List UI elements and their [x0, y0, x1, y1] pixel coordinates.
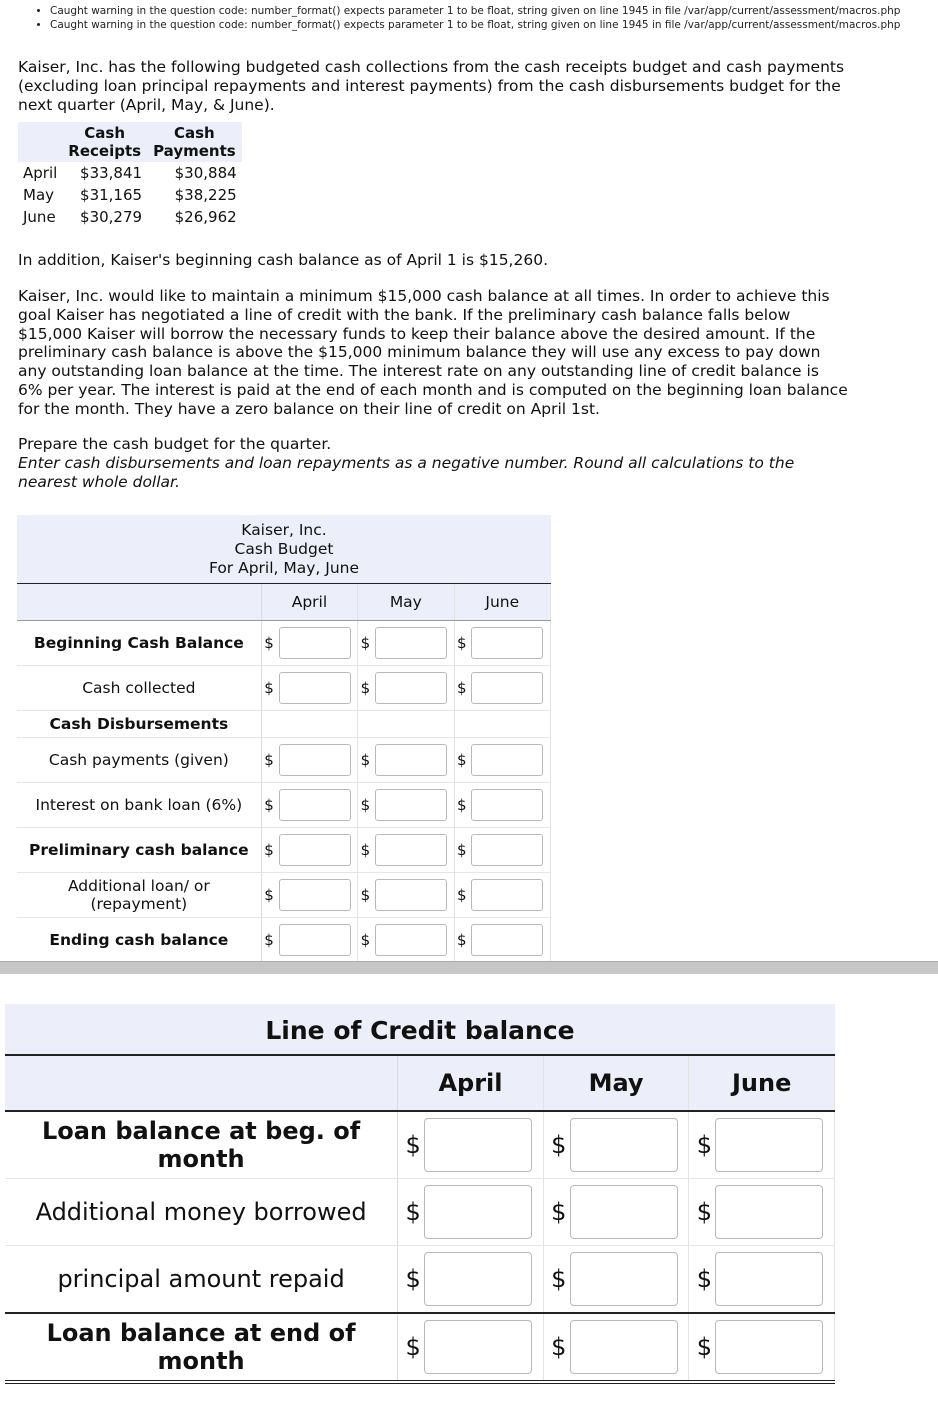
receipts-value: $31,165 — [80, 186, 143, 204]
column-header-june: June — [689, 1056, 835, 1111]
dollar-sign: $ — [551, 1333, 567, 1361]
interest-row — [17, 783, 551, 828]
row-label: Ending cash balance — [17, 918, 261, 964]
column-header-april: April — [398, 1056, 544, 1111]
row-label: Cash Disbursements — [17, 711, 261, 738]
warning-item: • Caught warning in the question code: number_format() expects parameter 1 to be float, string given on line 1945 in file /var/app/current/assessment/macros.php — [50, 4, 900, 18]
payments-value: $38,225 — [174, 186, 237, 204]
preliminary-april-input[interactable] — [279, 834, 351, 866]
dollar-sign: $ — [457, 931, 467, 949]
column-header-june: June — [454, 584, 550, 621]
month-label: April — [23, 164, 58, 182]
dollar-sign: $ — [457, 751, 467, 769]
cash-budget-table — [17, 515, 551, 965]
cash-payments-june-input[interactable] — [471, 744, 543, 776]
line-of-credit-title: Line of Credit balance — [5, 1004, 835, 1056]
loan-repaid-may-input[interactable] — [570, 1252, 678, 1306]
section-divider — [0, 961, 938, 974]
loan-repaid-april-input[interactable] — [424, 1252, 532, 1306]
dollar-sign: $ — [457, 796, 467, 814]
dollar-sign: $ — [696, 1131, 713, 1159]
warning-item: • Caught warning in the question code: number_format() expects parameter 1 to be float, string given on line 1945 in file /var/app/current/assessment/macros.php — [50, 18, 900, 32]
dollar-sign: $ — [457, 841, 467, 859]
preliminary-may-input[interactable] — [375, 834, 447, 866]
cash-collected-row — [17, 666, 551, 711]
dollar-sign: $ — [360, 886, 371, 904]
loan-beg-may-input[interactable] — [570, 1118, 678, 1172]
preliminary-june-input[interactable] — [471, 834, 543, 866]
additional-loan-june-input[interactable] — [471, 879, 543, 911]
additional-loan-may-input[interactable] — [375, 879, 447, 911]
ending-balance-may-input[interactable] — [375, 924, 447, 956]
month-label: May — [23, 186, 55, 204]
dollar-sign: $ — [264, 931, 274, 949]
loan-beg-june-input[interactable] — [715, 1118, 823, 1172]
dollar-sign: $ — [264, 751, 274, 769]
dollar-sign: $ — [264, 796, 274, 814]
loan-beg-april-input[interactable] — [424, 1118, 532, 1172]
budget-period: For April, May, June — [208, 559, 360, 577]
loan-borrowed-may-input[interactable] — [570, 1185, 678, 1239]
row-label: Loan balance at end of month — [5, 1313, 398, 1382]
dollar-sign: $ — [360, 751, 371, 769]
additional-loan-row — [17, 873, 551, 918]
dollar-sign: $ — [551, 1265, 567, 1293]
dollar-sign: $ — [264, 886, 274, 904]
beginning-balance-text: In addition, Kaiser's beginning cash balance as of April 1 is $15,260. — [18, 251, 548, 269]
ending-balance-row — [17, 918, 551, 964]
row-label: principal amount repaid — [5, 1246, 398, 1314]
loan-borrowed-row — [5, 1179, 835, 1246]
cash-disbursements-header-row — [17, 711, 551, 738]
dollar-sign: $ — [360, 931, 371, 949]
dollar-sign: $ — [457, 679, 467, 697]
dollar-sign: $ — [264, 679, 274, 697]
policy-text: Kaiser, Inc. would like to maintain a minimum $15,000 cash balance at all times. In order to achieve this goal Kaiser has negotiated a line of credit with the bank. If the preliminary cash balance falls below $15,000 Kaiser will borrow the necessary funds to keep their balance above the desired amount. If the preliminary cash balance is above the $15,000 minimum balance they will use any excess to pay down any outstanding loan balance at the time. The interest rate on any outstanding line of credit balance is 6% per year. The interest is paid at the end of each month and is computed on the beginning loan balance for the month. They have a zero balance on their line of credit on April 1st. — [18, 287, 848, 418]
column-header-april: April — [261, 584, 357, 621]
loan-end-row — [5, 1313, 835, 1382]
dollar-sign: $ — [457, 634, 467, 652]
beginning-cash-june-input[interactable] — [471, 627, 543, 659]
dollar-sign: $ — [405, 1131, 421, 1159]
interest-june-input[interactable] — [471, 789, 543, 821]
row-label: Cash payments (given) — [17, 738, 261, 783]
header-cash-payments: Cash Payments — [147, 122, 242, 162]
dollar-sign: $ — [696, 1333, 713, 1361]
cash-payments-may-input[interactable] — [375, 744, 447, 776]
loan-end-april-input[interactable] — [424, 1320, 532, 1374]
company-name: Kaiser, Inc. — [241, 521, 327, 539]
interest-april-input[interactable] — [279, 789, 351, 821]
additional-loan-april-input[interactable] — [279, 879, 351, 911]
cash-collected-may-input[interactable] — [375, 672, 447, 704]
row-label: Beginning Cash Balance — [17, 621, 261, 666]
month-label: June — [23, 208, 56, 226]
cash-collected-april-input[interactable] — [279, 672, 351, 704]
column-header-may: May — [543, 1056, 689, 1111]
interest-may-input[interactable] — [375, 789, 447, 821]
dollar-sign: $ — [360, 634, 371, 652]
line-of-credit-table — [5, 1004, 835, 1384]
cash-budget-header — [17, 515, 551, 584]
loan-repaid-june-input[interactable] — [715, 1252, 823, 1306]
dollar-sign: $ — [264, 634, 274, 652]
cash-payments-april-input[interactable] — [279, 744, 351, 776]
row-label: Additional loan/ or (repayment) — [17, 873, 261, 918]
dollar-sign: $ — [360, 841, 371, 859]
budget-title: Cash Budget — [234, 540, 334, 558]
beginning-cash-april-input[interactable] — [279, 627, 351, 659]
header-cash-receipts: Cash Receipts — [62, 122, 147, 162]
table-row — [18, 206, 242, 228]
dollar-sign: $ — [264, 841, 274, 859]
intro-text: Kaiser, Inc. has the following budgeted cash collections from the cash receipts budget and cash payments (excluding loan principal repayments and interest payments) from the cash disbursements budget for the next quarter (April, May, & June). — [18, 58, 845, 114]
beginning-cash-may-input[interactable] — [375, 627, 447, 659]
cash-collected-june-input[interactable] — [471, 672, 543, 704]
table-row — [18, 184, 242, 206]
dollar-sign: $ — [551, 1198, 567, 1226]
preliminary-balance-row — [17, 828, 551, 873]
row-label: Interest on bank loan (6%) — [17, 783, 261, 828]
loan-end-june-input[interactable] — [715, 1320, 823, 1374]
beginning-cash-row — [17, 621, 551, 666]
dollar-sign: $ — [405, 1265, 421, 1293]
given-data-table — [18, 122, 242, 228]
row-label: Loan balance at beg. of month — [5, 1111, 398, 1179]
dollar-sign: $ — [405, 1333, 421, 1361]
row-label: Cash collected — [17, 666, 261, 711]
loan-beg-row — [5, 1111, 835, 1179]
cash-payments-row — [17, 738, 551, 783]
dollar-sign: $ — [457, 886, 467, 904]
loan-repaid-row — [5, 1246, 835, 1314]
ending-balance-april-input[interactable] — [279, 924, 351, 956]
warning-list — [32, 4, 900, 32]
instruction-text: Prepare the cash budget for the quarter. — [18, 435, 332, 453]
ending-balance-june-input[interactable] — [471, 924, 543, 956]
loan-end-may-input[interactable] — [570, 1320, 678, 1374]
payments-value: $26,962 — [174, 208, 237, 226]
row-label: Preliminary cash balance — [17, 828, 261, 873]
receipts-value: $33,841 — [80, 164, 143, 182]
instruction-italic-text: Enter cash disbursements and loan repayments as a negative number. Round all calculations to the nearest whole dollar. — [18, 454, 795, 491]
dollar-sign: $ — [360, 796, 371, 814]
payments-value: $30,884 — [174, 164, 237, 182]
table-row — [18, 162, 242, 184]
dollar-sign: $ — [360, 679, 371, 697]
dollar-sign: $ — [405, 1198, 421, 1226]
dollar-sign: $ — [551, 1131, 567, 1159]
loan-borrowed-april-input[interactable] — [424, 1185, 532, 1239]
dollar-sign: $ — [696, 1198, 713, 1226]
column-header-may: May — [358, 584, 454, 621]
row-label: Additional money borrowed — [5, 1179, 398, 1246]
receipts-value: $30,279 — [80, 208, 143, 226]
dollar-sign: $ — [696, 1265, 713, 1293]
loan-borrowed-june-input[interactable] — [715, 1185, 823, 1239]
